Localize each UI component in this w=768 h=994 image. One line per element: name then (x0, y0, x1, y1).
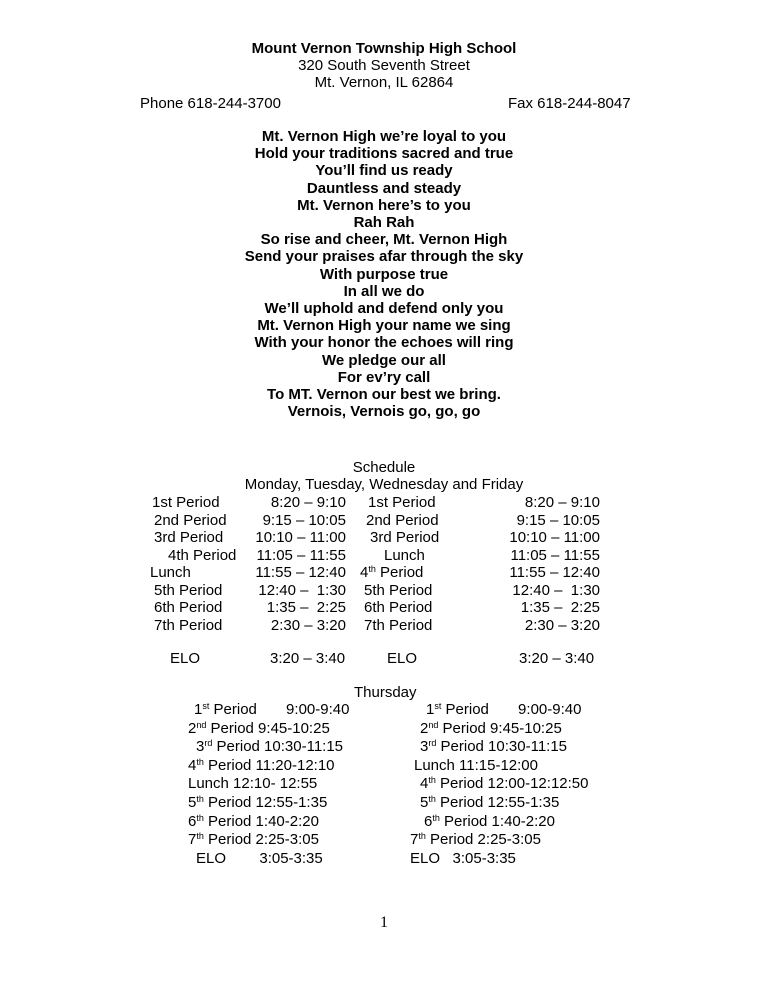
period-number: 2 (188, 719, 197, 737)
thursday-period-row (410, 813, 588, 832)
ordinal-suffix: th (428, 793, 436, 804)
thursday-period-row (410, 850, 588, 869)
schedule-days: Monday, Tuesday, Wednesday and Friday (244, 476, 524, 494)
period-label: Lunch (150, 564, 191, 581)
period-text: Period 12:55-1:35 (435, 793, 560, 811)
thursday-period-row (410, 794, 588, 813)
period-time: 1:35 – 2:25 (520, 599, 600, 616)
ordinal-suffix: th (196, 831, 204, 842)
period-time: 9:15 – 10:05 (516, 511, 600, 529)
period-text: Period 9:00-9:40 (209, 701, 350, 718)
period-time: 10:10 – 11:00 (255, 529, 346, 546)
song-line: Mt. Vernon High your name we sing (257, 317, 511, 335)
thursday-period-row (188, 701, 349, 720)
elo-time-right: 3:20 – 3:40 (519, 650, 595, 667)
period-number: 3 (420, 738, 429, 756)
period-word: Period (380, 564, 424, 581)
school-name: Mount Vernon Township High School (251, 40, 517, 57)
period-text: Period 9:45-10:25 (438, 719, 562, 737)
period-label: 3rd Period (154, 529, 224, 546)
schedule-heading (0, 459, 768, 493)
thursday-period-row (410, 701, 588, 720)
period-text: Period 2:25-3:05 (203, 831, 319, 849)
ordinal-suffix: st (202, 701, 210, 711)
letterhead (0, 40, 768, 92)
song-line: Rah Rah (353, 214, 415, 232)
period-number: 6 (188, 812, 197, 830)
thursday-period-row (410, 775, 588, 794)
thursday-period-row (188, 813, 349, 832)
period-number: 4 (420, 775, 429, 793)
period-label: 1st Period (368, 494, 436, 511)
period-label: 6th Period (154, 599, 223, 616)
thursday-period-row (188, 775, 349, 794)
city-address: Mt. Vernon, IL 62864 (314, 74, 454, 92)
period-time: 12:40 – 1:30 (258, 581, 346, 599)
period-label: 6th Period (364, 599, 433, 616)
period-time: 11:05 – 11:55 (510, 546, 600, 564)
period-number: 7 (410, 831, 419, 849)
ordinal-suffix: rd (204, 738, 213, 749)
song-line: So rise and cheer, Mt. Vernon High (260, 231, 508, 249)
song-line: You’ll find us ready (315, 162, 453, 180)
song-line: Mt. Vernon here’s to you (297, 196, 471, 214)
period-time: 2:30 – 3:20 (524, 616, 600, 634)
song-line: Hold your traditions sacred and true (254, 145, 514, 163)
thursday-right-column (410, 701, 588, 868)
ordinal-suffix: th (432, 812, 440, 823)
period-label: 5th Period (364, 581, 433, 599)
song-line: Vernois, Vernois go, go, go (287, 403, 481, 421)
thursday-period-row (410, 720, 588, 739)
school-song (0, 128, 768, 420)
period-label-fourth (350, 564, 470, 582)
period-label: 5th Period (154, 581, 223, 599)
period-text: Period 11:20-12:10 (203, 756, 335, 774)
right-time-column (480, 494, 600, 634)
fax-number: Fax 618-244-8047 (508, 95, 631, 112)
period-number: 5 (188, 793, 197, 811)
period-time: 2:30 – 3:20 (270, 616, 346, 634)
period-text: Lunch 12:10- 12:55 (188, 775, 318, 793)
period-text: Period 2:25-3:05 (425, 831, 541, 849)
period-number: 1 (194, 701, 203, 718)
elo-time-left: 3:20 – 3:40 (270, 650, 346, 667)
period-time: 10:10 – 11:00 (509, 529, 600, 546)
thursday-period-row (410, 831, 588, 850)
period-time: 11:05 – 11:55 (256, 546, 346, 564)
ordinal-suffix: th (196, 812, 204, 823)
period-number: 3 (196, 738, 205, 756)
period-number: 4 (188, 756, 197, 774)
ordinal-suffix: st (434, 701, 442, 711)
ordinal-suffix: rd (428, 738, 437, 749)
ordinal-suffix: th (428, 775, 436, 786)
elo-label-left: ELO (170, 650, 201, 667)
thursday-period-row (188, 720, 349, 739)
period-text: Period 10:30-11:15 (436, 738, 568, 756)
period-time: 9:15 – 10:05 (262, 511, 346, 529)
period-number: 5 (420, 793, 429, 811)
period-text: Period 12:55-1:35 (203, 793, 328, 811)
period-text: Period 12:00-12:12:50 (435, 775, 589, 793)
period-number: 2 (420, 719, 429, 737)
period-time: 11:55 – 12:40 (509, 564, 600, 581)
period-label: 4th Period (168, 546, 237, 564)
period-number: 1 (426, 701, 435, 718)
period-label: 3rd Period (370, 529, 440, 546)
period-number: 7 (188, 831, 197, 849)
period-text: Lunch 11:15-12:00 (414, 756, 538, 774)
period-time: 12:40 – 1:30 (512, 581, 600, 599)
thursday-left-column (188, 701, 349, 868)
song-line: With purpose true (319, 265, 449, 283)
period-number: 4 (360, 564, 369, 581)
period-label: 7th Period (154, 616, 223, 634)
period-label: Lunch (384, 546, 425, 564)
song-line: With your honor the echoes will ring (254, 334, 514, 352)
period-time: 8:20 – 9:10 (270, 494, 346, 511)
period-time: 1:35 – 2:25 (266, 599, 346, 616)
song-line: For ev’ry call (337, 368, 431, 386)
song-line: Dauntless and steady (306, 179, 462, 197)
song-line: We’ll uphold and defend only you (264, 300, 504, 318)
thursday-period-row (188, 850, 349, 869)
thursday-period-row (410, 757, 588, 776)
ordinal-suffix: th (196, 793, 204, 804)
period-time: 11:55 – 12:40 (255, 564, 346, 581)
song-line: Mt. Vernon High we’re loyal to you (261, 128, 507, 145)
song-line: We pledge our all (322, 351, 446, 369)
thursday-title: Thursday (354, 684, 417, 701)
ordinal-suffix: nd (196, 719, 207, 730)
ordinal-suffix: nd (428, 719, 439, 730)
thursday-period-row (188, 757, 349, 776)
ordinal-suffix: th (196, 756, 204, 767)
song-line: In all we do (343, 282, 425, 300)
street-address: 320 South Seventh Street (298, 57, 470, 75)
period-text: Period 1:40-2:20 (203, 812, 319, 830)
song-line: Send your praises afar through the sky (244, 248, 524, 266)
period-label: 7th Period (364, 616, 433, 634)
thursday-period-row (188, 831, 349, 850)
song-line: To MT. Vernon our best we bring. (267, 386, 501, 404)
period-text: ELO 3:05-3:35 (196, 849, 323, 867)
right-period-column (350, 494, 470, 634)
ordinal-suffix: th (368, 564, 376, 574)
period-label: 2nd Period (154, 511, 227, 529)
thursday-period-row (188, 738, 349, 757)
ordinal-suffix: th (418, 831, 426, 842)
left-time-column (250, 494, 346, 634)
page-number: 1 (380, 914, 388, 931)
period-time: 8:20 – 9:10 (524, 494, 600, 511)
period-number: 6 (424, 812, 433, 830)
period-text: ELO 3:05-3:35 (410, 849, 516, 867)
schedule-title: Schedule (352, 459, 416, 476)
thursday-period-row (188, 794, 349, 813)
period-text: Period 9:00-9:40 (441, 701, 582, 718)
phone-number: Phone 618-244-3700 (140, 95, 281, 112)
thursday-period-row (410, 738, 588, 757)
period-text: Period 1:40-2:20 (439, 812, 555, 830)
left-period-column (150, 494, 260, 634)
period-label: 2nd Period (366, 511, 439, 529)
period-text: Period 10:30-11:15 (212, 738, 344, 756)
period-label: 1st Period (152, 494, 220, 511)
period-text: Period 9:45-10:25 (206, 719, 330, 737)
elo-label-right: ELO (387, 650, 418, 667)
